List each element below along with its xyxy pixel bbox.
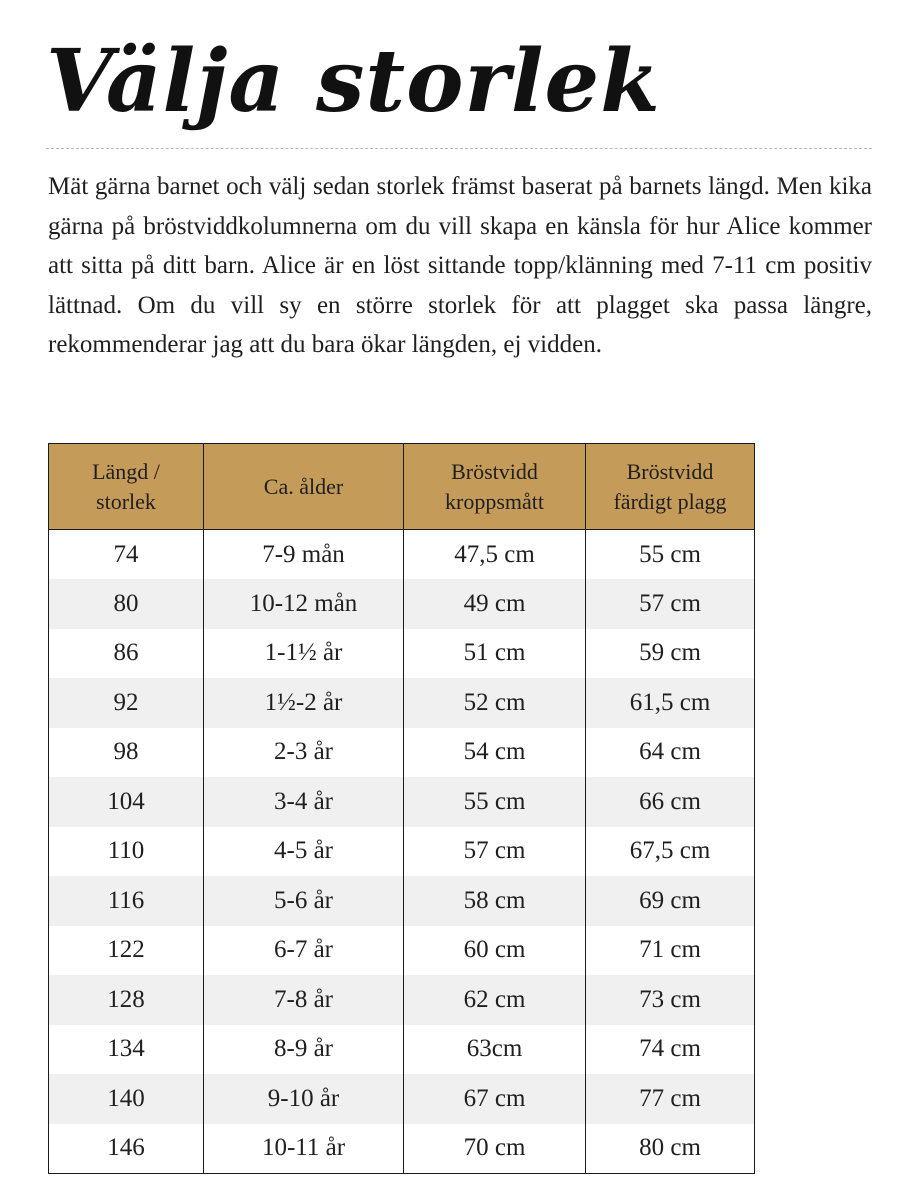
cell-size: 80 <box>49 579 204 629</box>
table-row <box>49 827 755 877</box>
cell-age: 6-7 år <box>204 926 404 976</box>
header-text: färdigt plagg <box>613 488 727 514</box>
cell-age: 3-4 år <box>204 777 404 827</box>
cell-chest-body: 60 cm <box>404 926 586 976</box>
table-row <box>49 926 755 976</box>
cell-chest-finished: 73 cm <box>586 975 755 1025</box>
cell-size: 134 <box>49 1025 204 1075</box>
size-chart-table <box>48 443 755 1174</box>
cell-size: 116 <box>49 876 204 926</box>
cell-chest-finished: 61,5 cm <box>586 678 755 728</box>
cell-chest-body: 54 cm <box>404 728 586 778</box>
cell-age: 10-11 år <box>204 1124 404 1174</box>
cell-size: 140 <box>49 1074 204 1124</box>
cell-chest-body: 55 cm <box>404 777 586 827</box>
table-row <box>49 678 755 728</box>
header-text: kroppsmått <box>445 488 544 514</box>
header-text: Ca. ålder <box>263 473 344 499</box>
cell-size: 110 <box>49 827 204 877</box>
page-title: Välja storlek <box>46 31 661 132</box>
cell-age: 7-9 mån <box>204 530 404 580</box>
table-row <box>49 975 755 1025</box>
cell-chest-finished: 66 cm <box>586 777 755 827</box>
header-text: Bröstvidd <box>451 458 538 484</box>
header-text: Bröstvidd <box>626 458 714 484</box>
cell-age: 1-1½ år <box>204 629 404 679</box>
cell-chest-finished: 64 cm <box>586 728 755 778</box>
table-header-row <box>49 444 755 530</box>
cell-chest-finished: 69 cm <box>586 876 755 926</box>
cell-age: 7-8 år <box>204 975 404 1025</box>
header-length-size <box>49 444 204 530</box>
cell-chest-finished: 74 cm <box>586 1025 755 1075</box>
header-text: storlek <box>96 488 156 514</box>
cell-chest-finished: 59 cm <box>586 629 755 679</box>
cell-chest-body: 58 cm <box>404 876 586 926</box>
table-row <box>49 728 755 778</box>
header-approx-age <box>204 444 404 530</box>
cell-size: 104 <box>49 777 204 827</box>
header-chest-finished <box>586 444 755 530</box>
cell-chest-body: 49 cm <box>404 579 586 629</box>
table-row <box>49 777 755 827</box>
cell-size: 86 <box>49 629 204 679</box>
intro-paragraph: Mät gärna barnet och välj sedan storlek främst baserat på barnets längd. Men kika gärna på bröstviddkolumnerna om du vill skapa en känsla för hur Alice kommer att sitta på ditt barn. Alice är en löst sittande topp/klänning med 7-11 cm positiv lättnad. Om du vill sy en större storlek för att plagget ska passa längre, rekommenderar jag att du bara ökar längden, ej vidden. <box>48 173 872 358</box>
cell-chest-finished: 77 cm <box>586 1074 755 1124</box>
table-row <box>49 530 755 580</box>
cell-chest-body: 52 cm <box>404 678 586 728</box>
cell-chest-body: 63cm <box>404 1025 586 1075</box>
cell-size: 74 <box>49 530 204 580</box>
table-row <box>49 1025 755 1075</box>
cell-size: 92 <box>49 678 204 728</box>
cell-chest-body: 70 cm <box>404 1124 586 1174</box>
cell-size: 128 <box>49 975 204 1025</box>
table-body <box>49 530 755 1174</box>
cell-size: 122 <box>49 926 204 976</box>
table-row <box>49 579 755 629</box>
cell-chest-body: 67 cm <box>404 1074 586 1124</box>
title-divider <box>46 148 872 149</box>
cell-chest-body: 47,5 cm <box>404 530 586 580</box>
cell-age: 8-9 år <box>204 1025 404 1075</box>
cell-chest-finished: 55 cm <box>586 530 755 580</box>
table-row <box>49 1074 755 1124</box>
cell-age: 10-12 mån <box>204 579 404 629</box>
table-row <box>49 876 755 926</box>
cell-age: 9-10 år <box>204 1074 404 1124</box>
cell-age: 2-3 år <box>204 728 404 778</box>
cell-chest-finished: 80 cm <box>586 1124 755 1174</box>
table-row <box>49 1124 755 1174</box>
cell-chest-body: 62 cm <box>404 975 586 1025</box>
header-chest-body <box>404 444 586 530</box>
cell-chest-finished: 71 cm <box>586 926 755 976</box>
table-row <box>49 629 755 679</box>
cell-age: 4-5 år <box>204 827 404 877</box>
cell-size: 98 <box>49 728 204 778</box>
cell-age: 5-6 år <box>204 876 404 926</box>
cell-chest-finished: 67,5 cm <box>586 827 755 877</box>
cell-size: 146 <box>49 1124 204 1174</box>
header-text: Längd / <box>92 458 160 484</box>
cell-chest-body: 51 cm <box>404 629 586 679</box>
cell-chest-body: 57 cm <box>404 827 586 877</box>
cell-age: 1½-2 år <box>204 678 404 728</box>
cell-chest-finished: 57 cm <box>586 579 755 629</box>
